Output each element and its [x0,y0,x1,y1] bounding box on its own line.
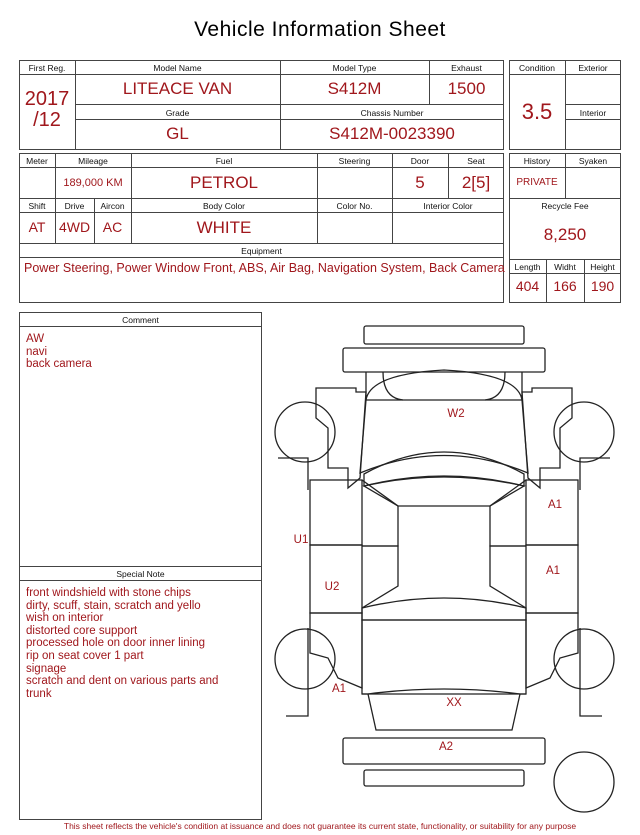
mileage-value: 189,000 KM [63,177,123,189]
mark-a2: A2 [438,741,454,753]
door-value: 5 [415,173,425,192]
divider [509,198,621,199]
rear-glass [362,598,526,620]
drive-label: Drive [64,201,85,211]
right-rear-fender [526,613,578,688]
right-quarter-window [490,546,526,608]
divider [75,74,504,75]
divider [317,153,318,243]
divider [19,74,75,75]
divider [509,259,621,260]
length-value: 404 [515,278,540,294]
first-reg-year: 2017 [24,88,70,110]
recycle-fee-value: 8,250 [543,225,587,244]
divider [19,167,504,168]
left-quarter-window [362,546,398,608]
shift-value: AT [28,219,46,235]
rear-bumper-bottom [364,770,524,786]
right-door-upper [526,480,578,545]
front-bumper [343,348,545,372]
roof-outline [366,370,522,400]
divider [19,257,504,258]
equipment-value: Power Steering, Power Window Front, ABS, Air Bag, Navigation System, Back Camera [24,261,505,275]
front-left-wheel [275,402,335,462]
interior-label: Interior [579,108,607,118]
mark-a1-left: A1 [331,683,347,695]
rear-window [362,689,526,694]
first-reg-label: First Reg. [28,63,66,73]
right-front-fender [522,388,572,488]
door-label: Door [410,156,430,166]
chassis-value: S412M-0023390 [329,124,455,143]
divider [19,566,262,567]
disclaimer-footer: This sheet reflects the vehicle's condition at issuance and does not guarantee its current state, functionality, or suitability for any purpose [63,821,577,831]
mark-a1-right-lower: A1 [545,565,561,577]
aircon-label: Aircon [100,201,125,211]
right-roof-pillar [490,480,526,546]
divider [75,104,504,105]
mileage-label: Mileage [78,156,108,166]
divider [509,74,621,75]
rear-right-wheel [554,629,614,689]
body-color-value: WHITE [196,218,252,237]
exhaust-value: 1500 [447,79,486,98]
left-door-lower [310,545,362,613]
grade-value: GL [166,124,189,143]
fuel-value: PETROL [189,173,259,192]
width-label: Widht [554,262,576,272]
divider [75,119,504,120]
seat-label: Seat [467,156,485,166]
exterior-label: Exterior [578,63,608,73]
left-door-upper [310,480,362,545]
tailgate [362,620,526,694]
divider [565,104,621,105]
drive-value: 4WD [58,219,91,235]
mark-xx: XX [446,697,462,709]
hood [364,477,524,506]
condition-label: Condition [519,63,555,73]
interior-color-label: Interior Color [423,201,473,211]
spare-wheel [554,752,614,812]
special-note-label: Special Note [116,569,165,579]
aircon-value: AC [102,219,123,235]
roof-panel [360,400,528,473]
right-door-lower [526,545,578,613]
mark-u2: U2 [324,581,340,593]
shift-label: Shift [28,201,46,211]
front-bumper-top [364,326,524,344]
exhaust-label: Exhaust [451,63,482,73]
length-label: Length [514,262,541,272]
fuel-label: Fuel [215,156,233,166]
rear-left-wheel [275,629,335,689]
left-rear-fender [310,613,362,688]
history-label: History [523,156,551,166]
meter-label: Meter [26,156,48,166]
syaken-label: Syaken [578,156,608,166]
divider [509,273,621,274]
left-roof-pillar [362,480,398,546]
comment-label: Comment [122,315,159,325]
vehicle-damage-diagram [268,318,620,818]
body-color-label: Body Color [202,201,246,211]
history-value: PRIVATE [516,177,558,188]
page-title: Vehicle Information Sheet [194,18,446,41]
divider [19,198,504,199]
mark-u1: U1 [293,534,309,546]
width-value: 166 [553,278,577,294]
first-reg-month: /12 [33,109,61,131]
model-name-label: Model Name [153,63,202,73]
right-rocker-upper [580,458,610,490]
right-rocker-lower [580,628,602,716]
model-type-label: Model Type [332,63,377,73]
seat-value: 2[5] [461,173,491,192]
divider [19,243,504,244]
equipment-label: Equipment [241,246,282,256]
recycle-fee-label: Recycle Fee [541,201,589,211]
front-right-wheel [554,402,614,462]
grade-label: Grade [165,108,190,118]
left-front-fender [316,388,366,488]
divider [565,119,621,120]
mark-w2: W2 [447,408,465,420]
tailgate-panel [368,694,520,730]
divider [19,326,262,327]
left-rocker-upper [278,458,308,490]
model-name-value: LITEACE VAN [122,79,233,98]
height-value: 190 [590,278,615,294]
height-label: Height [590,262,615,272]
color-no-label: Color No. [336,201,373,211]
divider [19,212,504,213]
left-rocker-lower [286,628,308,716]
mark-a1-right-upper: A1 [547,499,563,511]
divider [392,153,393,243]
condition-score: 3.5 [521,99,553,124]
steering-label: Steering [338,156,371,166]
comment-text: AW navi back camera [26,333,92,371]
chassis-label: Chassis Number [360,108,424,118]
special-note-text: front windshield with stone chips dirty, scuff, stain, scratch and yello wish on interior distorted core support processed hole on door inner lining rip on seat cover 1 part signage scratch and dent on various parts and trunk [26,587,219,700]
model-type-value: S412M [327,79,382,98]
divider [19,580,262,581]
